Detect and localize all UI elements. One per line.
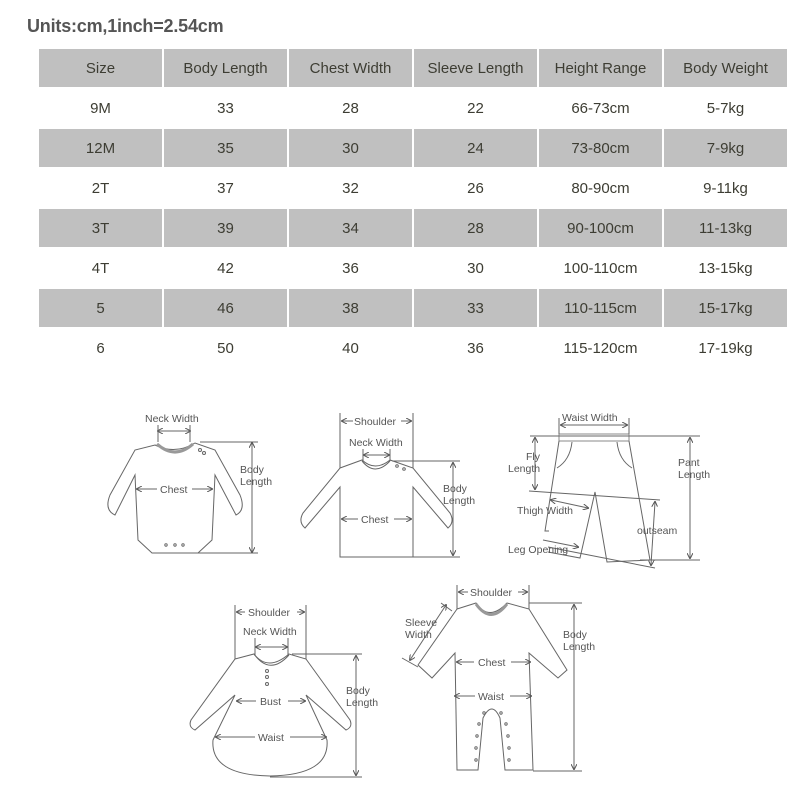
shirt-shoulder-label: Shoulder — [354, 416, 397, 428]
romper-shoulder-label: Shoulder — [470, 587, 513, 599]
dress-shoulder-label: Shoulder — [248, 607, 291, 619]
cell-chest-width: 36 — [342, 259, 359, 277]
bodysuit-body-length-label: Body — [240, 464, 264, 476]
cell-size: 5 — [39, 289, 162, 327]
cell-chest-width: 38 — [289, 289, 412, 327]
cell-height-range: 100-110cm — [563, 259, 638, 277]
size-chart-table — [39, 49, 788, 369]
cell-size: 9M — [90, 99, 111, 117]
units-note: Units:cm,1inch=2.54cm — [27, 16, 224, 36]
shirt-diagram — [301, 413, 460, 557]
table-row — [39, 89, 788, 127]
table-row — [39, 289, 788, 327]
dress-bust-label: Bust — [260, 696, 282, 708]
romper-diagram — [402, 585, 582, 771]
cell-body-weight: 17-19kg — [698, 339, 753, 357]
dress-body-length-label: Body — [346, 685, 370, 697]
cell-height-range: 90-100cm — [539, 209, 662, 247]
cell-chest-width: 32 — [342, 179, 359, 197]
shirt-body-length-label: Body — [443, 483, 467, 495]
bodysuit-neck-width-label: Neck Width — [145, 413, 199, 425]
cell-chest-width: 40 — [342, 339, 359, 357]
pants-leg-opening-label: Leg Opening — [508, 544, 569, 556]
table-row — [39, 249, 788, 287]
dress-neck-width-label: Neck Width — [243, 626, 297, 638]
bodysuit-body-length-label-2: Length — [240, 476, 273, 488]
cell-sleeve-length: 24 — [414, 129, 537, 167]
pants-pant-length-label: Pant — [678, 457, 700, 469]
cell-sleeve-length: 30 — [467, 259, 484, 277]
header-chest-width: Chest Width — [289, 49, 412, 87]
cell-sleeve-length: 33 — [414, 289, 537, 327]
cell-body-length: 37 — [217, 179, 234, 197]
pants-pant-length-label-2: Length — [678, 469, 711, 481]
cell-body-weight: 5-7kg — [706, 99, 745, 117]
cell-body-length: 50 — [217, 339, 234, 357]
cell-body-length: 46 — [164, 289, 287, 327]
dress-body-length-label-2: Length — [346, 697, 379, 709]
header-body-length: Body Length — [164, 49, 287, 87]
bodysuit-chest-label: Chest — [160, 484, 188, 496]
cell-chest-width: 28 — [342, 99, 359, 117]
table-row — [39, 329, 788, 367]
dress-waist-label: Waist — [258, 732, 284, 744]
shirt-body-length-label-2: Length — [443, 495, 476, 507]
cell-body-weight: 7-9kg — [664, 129, 787, 167]
table-row — [39, 209, 788, 247]
romper-body-length-label-2: Length — [563, 641, 596, 653]
header-size: Size — [39, 49, 162, 87]
cell-height-range: 80-90cm — [571, 179, 630, 197]
romper-waist-label: Waist — [478, 691, 504, 703]
cell-body-length: 39 — [164, 209, 287, 247]
cell-body-weight: 15-17kg — [664, 289, 787, 327]
cell-sleeve-length: 36 — [467, 339, 484, 357]
cell-body-length: 33 — [217, 99, 234, 117]
measurement-diagrams — [0, 380, 800, 800]
cell-size: 4T — [91, 259, 110, 277]
pants-fly-length-label-2: Length — [508, 463, 541, 475]
cell-size: 2T — [91, 179, 110, 197]
pants-outseam-label: outseam — [637, 525, 678, 537]
cell-body-weight: 13-15kg — [698, 259, 753, 277]
cell-size: 12M — [39, 129, 162, 167]
table-row — [39, 129, 788, 167]
cell-size: 3T — [39, 209, 162, 247]
cell-height-range: 110-115cm — [539, 289, 662, 327]
cell-height-range: 115-120cm — [563, 339, 638, 357]
cell-sleeve-length: 28 — [414, 209, 537, 247]
cell-body-weight: 11-13kg — [664, 209, 787, 247]
cell-height-range: 66-73cm — [571, 99, 630, 117]
header-sleeve-length: Sleeve Length — [414, 49, 537, 87]
table-header-row — [39, 49, 788, 87]
pants-thigh-width-label: Thigh Width — [517, 505, 574, 517]
cell-sleeve-length: 22 — [467, 99, 484, 117]
romper-chest-label: Chest — [478, 657, 506, 669]
shirt-neck-width-label: Neck Width — [349, 437, 403, 449]
cell-chest-width: 34 — [289, 209, 412, 247]
cell-body-length: 35 — [164, 129, 287, 167]
cell-sleeve-length: 26 — [467, 179, 484, 197]
cell-chest-width: 30 — [289, 129, 412, 167]
table-row — [39, 169, 788, 207]
header-height-range: Height Range — [539, 49, 662, 87]
pants-waist-width-label: Waist Width — [562, 412, 618, 424]
cell-body-length: 42 — [217, 259, 234, 277]
pants-fly-length-label: Fly — [526, 451, 540, 463]
romper-sleeve-width-label: Sleeve — [405, 617, 438, 629]
cell-body-weight: 9-11kg — [703, 179, 748, 197]
romper-sleeve-width-label-2: Width — [405, 629, 432, 641]
cell-height-range: 73-80cm — [539, 129, 662, 167]
shirt-chest-label: Chest — [361, 514, 389, 526]
header-body-weight: Body Weight — [664, 49, 787, 87]
cell-size: 6 — [96, 339, 105, 357]
romper-body-length-label: Body — [563, 629, 587, 641]
